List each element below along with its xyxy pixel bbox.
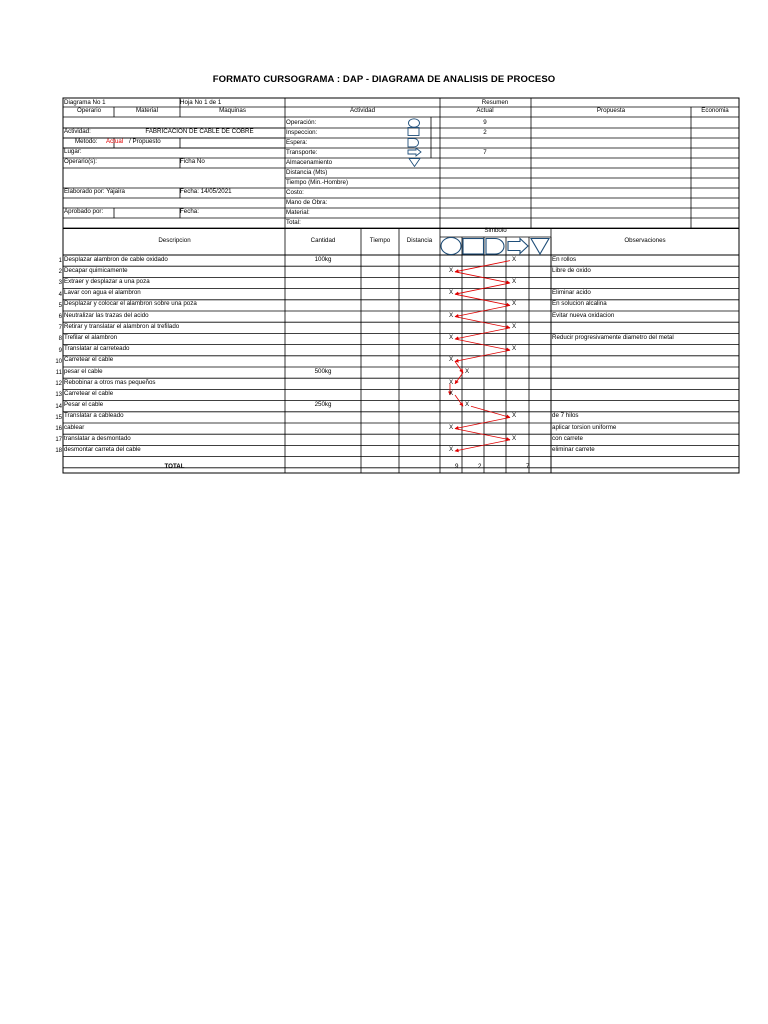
row-symbol-mark: X: [512, 412, 517, 420]
row-number: 16: [55, 426, 62, 432]
row-number: 6: [58, 314, 62, 320]
row-descripcion: Retirar y translatar el alambron al trefilado: [64, 322, 180, 330]
row-descripcion: pesar el cable: [64, 367, 103, 375]
row-number: 18: [55, 448, 62, 455]
row-symbol-mark: X: [449, 333, 454, 341]
row-cantidad: 100kg: [314, 255, 332, 263]
metodo-actual: Actual: [106, 138, 124, 145]
summary-label: Almacenamiento: [286, 159, 333, 166]
row-symbol-mark: X: [465, 401, 470, 409]
square-icon: [463, 239, 484, 255]
row-observacion: con carrete: [552, 434, 583, 442]
summary-label: Mano de Obra:: [286, 199, 328, 206]
row-number: 10: [55, 358, 62, 365]
summary-label: Tiempo (Min.-Hombre): [286, 179, 348, 186]
row-number: 17: [55, 437, 62, 444]
d-shape-icon: [486, 239, 504, 255]
row-descripcion: Lavar con agua el alambron: [64, 289, 141, 297]
distancia-header: Distancia: [406, 237, 433, 244]
propuesta-col-header: Propuesta: [596, 107, 626, 114]
row-symbol-mark: X: [449, 389, 454, 397]
row-symbol-mark: X: [449, 423, 454, 431]
circle-icon: [441, 238, 461, 255]
row-cantidad: 250kg: [314, 401, 332, 409]
row-descripcion: Neutralizar las trazas del acido: [64, 311, 149, 319]
row-number: 11: [55, 370, 62, 376]
resumen-header: Resumen: [481, 99, 509, 106]
triangle-icon: [531, 239, 549, 255]
row-observacion: eliminar carrete: [552, 445, 595, 453]
row-descripcion: Carretear el cable: [64, 356, 114, 364]
row-descripcion: Desplazar y colocar el alambron sobre una poza: [64, 300, 197, 308]
hoja-label: Hoja No 1 de 1: [180, 99, 222, 106]
row-number: 13: [55, 392, 62, 399]
row-descripcion: Desplazar alambron de cable oxidado: [64, 255, 168, 263]
metodo-propuesto: / Propuesto: [129, 138, 161, 145]
lugar-label: Lugar:: [64, 148, 82, 155]
row-symbol-mark: X: [449, 311, 454, 319]
row-symbol-mark: X: [512, 434, 517, 442]
row-number: 1: [58, 258, 62, 264]
row-descripcion: translatar a desmontado: [64, 434, 131, 442]
actual-col-header: Actual: [476, 107, 494, 114]
row-observacion: de 7 hilos: [552, 412, 579, 420]
row-cantidad: 500kg: [314, 367, 332, 375]
ficha-label: Ficha No: [180, 158, 205, 165]
row-symbol-mark: X: [449, 289, 454, 297]
row-observacion: Eliminar acido: [552, 289, 591, 297]
summary-label: Total:: [286, 219, 301, 226]
summary-label: Inspeccion:: [286, 129, 318, 136]
summary-actual-value: 7: [483, 149, 487, 156]
summary-label: Transporte:: [286, 149, 318, 156]
simbolo-header: Simbolo: [484, 227, 507, 234]
actividad-label: Actividad:: [64, 128, 91, 135]
row-symbol-mark: X: [449, 356, 454, 364]
row-number: 14: [55, 403, 62, 410]
total-operacion: 9: [455, 463, 459, 470]
actividad-col-header: Actividad: [349, 107, 376, 114]
total-inspeccion: 2: [478, 463, 482, 470]
metodo-label: Metodo:: [75, 138, 98, 145]
row-descripcion: Translatar a cableado: [64, 412, 124, 420]
summary-actual-value: 9: [483, 119, 487, 126]
row-descripcion: Extraer y desplazar a una poza: [64, 277, 150, 285]
row-observacion: Libre de oxido: [552, 266, 591, 274]
operarios-label: Operario(s):: [64, 158, 98, 165]
row-symbol-mark: X: [449, 378, 454, 386]
row-descripcion: desmontar carreta del cable: [64, 445, 141, 453]
economia-col-header: Economia: [701, 107, 729, 114]
summary-label: Operación:: [286, 119, 317, 126]
row-number: 2: [58, 269, 62, 276]
row-number: 15: [55, 414, 62, 421]
row-number: 9: [58, 347, 62, 354]
maquinas-col-header: Maquinas: [219, 107, 246, 114]
row-descripcion: Pesar el cable: [64, 401, 104, 409]
total-label: TOTAL: [164, 463, 185, 470]
row-descripcion: Trefilar el alambron: [64, 333, 118, 341]
summary-label: Costo:: [286, 189, 304, 196]
d-shape-icon: [408, 139, 419, 147]
material-col-header: Material: [135, 107, 158, 114]
row-symbol-mark: X: [449, 266, 454, 274]
square-icon: [408, 128, 419, 136]
fecha-aprobado: Fecha:: [180, 208, 199, 215]
cantidad-header: Cantidad: [310, 237, 336, 244]
row-number: 3: [58, 280, 62, 287]
row-symbol-mark: X: [512, 255, 517, 263]
elaborado-label: Elaborado por: Yajaira: [64, 188, 125, 195]
aprobado-label: Aprobado por:: [64, 208, 104, 215]
row-observacion: En solucion alcalina: [552, 300, 607, 308]
row-number: 12: [55, 381, 62, 388]
row-symbol-mark: X: [512, 345, 517, 353]
outer-frame: [63, 98, 739, 473]
row-number: 5: [58, 302, 62, 309]
circle-icon: [409, 119, 420, 127]
page-title: FORMATO CURSOGRAMA : DAP - DIAGRAMA DE ANALISIS DE PROCESO: [212, 74, 556, 85]
observaciones-header: Observaciones: [624, 237, 666, 244]
row-symbol-mark: X: [465, 367, 470, 375]
row-descripcion: cablear: [64, 423, 85, 431]
row-observacion: aplicar torsion uniforme: [552, 423, 617, 431]
descripcion-header: Descripcion: [158, 237, 191, 244]
row-observacion: Reducir progresivamente diametro del metal: [552, 333, 674, 341]
summary-actual-value: 2: [483, 129, 487, 136]
summary-label: Material:: [286, 209, 310, 216]
row-observacion: En rollos: [552, 255, 577, 263]
row-symbol-mark: X: [449, 445, 454, 453]
row-descripcion: Carretear el cable: [64, 389, 114, 397]
row-symbol-mark: X: [512, 277, 517, 285]
row-descripcion: Rebobinar a otros mas pequeños: [64, 378, 156, 386]
triangle-icon: [409, 159, 420, 167]
row-number: 7: [58, 325, 62, 332]
row-number: 4: [58, 291, 62, 298]
actividad-value: FABRICACION DE CABLE DE COBRE: [145, 128, 254, 135]
total-transporte: 7: [526, 463, 530, 470]
arrow-icon: [408, 148, 421, 156]
row-descripcion: Translatar al carreteado: [64, 345, 130, 353]
tiempo-header: Tiempo: [369, 237, 391, 244]
arrow-icon: [508, 239, 528, 254]
row-symbol-mark: X: [512, 300, 517, 308]
row-observacion: Evitar nueva oxidacion: [552, 311, 615, 319]
operario-col-header: Operario: [76, 107, 102, 114]
row-symbol-mark: X: [512, 322, 517, 330]
summary-label: Espera:: [286, 139, 308, 146]
fecha-elaborado: Fecha: 14/05/2021: [180, 188, 232, 195]
summary-label: Distancia (Mts): [286, 169, 328, 176]
row-number: 8: [58, 336, 62, 343]
row-descripcion: Decapar quimicamente: [64, 266, 128, 274]
diagrama-label: Diagrama No 1: [64, 99, 106, 106]
